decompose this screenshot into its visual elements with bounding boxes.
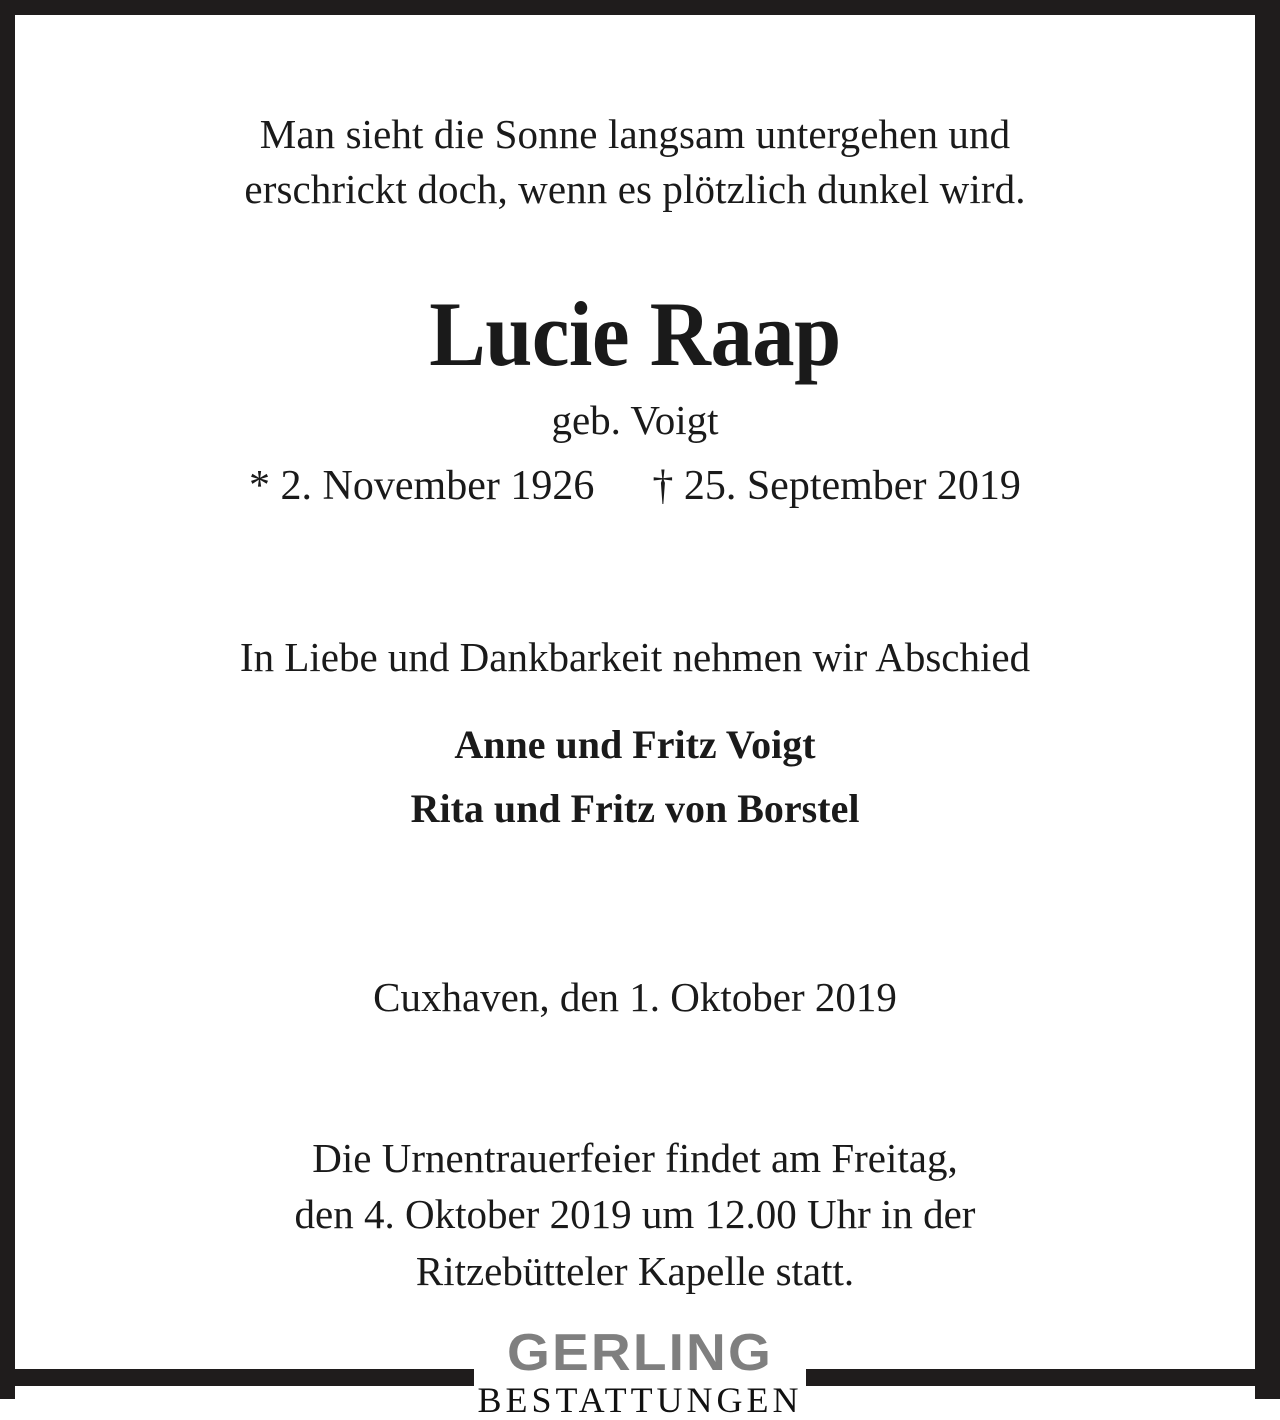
- mourner-line-2: Rita und Fritz von Borstel: [410, 785, 860, 831]
- place-and-date: Cuxhaven, den 1. Oktober 2019: [373, 973, 897, 1020]
- service-details: [15, 1020, 1255, 1300]
- mourner-line-1: Anne und Fritz Voigt: [454, 722, 816, 768]
- notice-card: [15, 15, 1255, 1399]
- birth-date: * 2. November 1926: [249, 463, 595, 510]
- farewell-text: In Liebe und Dankbarkeit nehmen wir Abschied: [239, 634, 1031, 681]
- epigraph-line-1: Man sieht die Sonne langsam untergehen und: [259, 111, 1011, 157]
- deceased-name: Lucie Raap: [429, 283, 841, 386]
- funeral-home-logo: [0, 1324, 1280, 1420]
- service-line-3: Ritzebütteler Kapelle statt.: [415, 1248, 855, 1295]
- epigraph-line-2: erschrickt doch, wenn es plötzlich dunkel wird.: [244, 165, 1026, 212]
- life-dates: [15, 443, 1255, 509]
- mourners-list: [15, 680, 1255, 839]
- death-date: † 25. September 2019: [652, 463, 1021, 510]
- notice-content: [15, 15, 1255, 1300]
- logo-wordmark: GERLING: [507, 1324, 773, 1382]
- service-line-1: Die Urnentrauerfeier findet am Freitag,: [312, 1134, 958, 1181]
- logo-tagline: BESTATTUNGEN: [477, 1380, 803, 1420]
- deceased-maiden-name: geb. Voigt: [551, 397, 719, 444]
- service-line-2: den 4. Oktober 2019 um 12.00 Uhr in der: [294, 1191, 976, 1238]
- epigraph: [15, 15, 1255, 216]
